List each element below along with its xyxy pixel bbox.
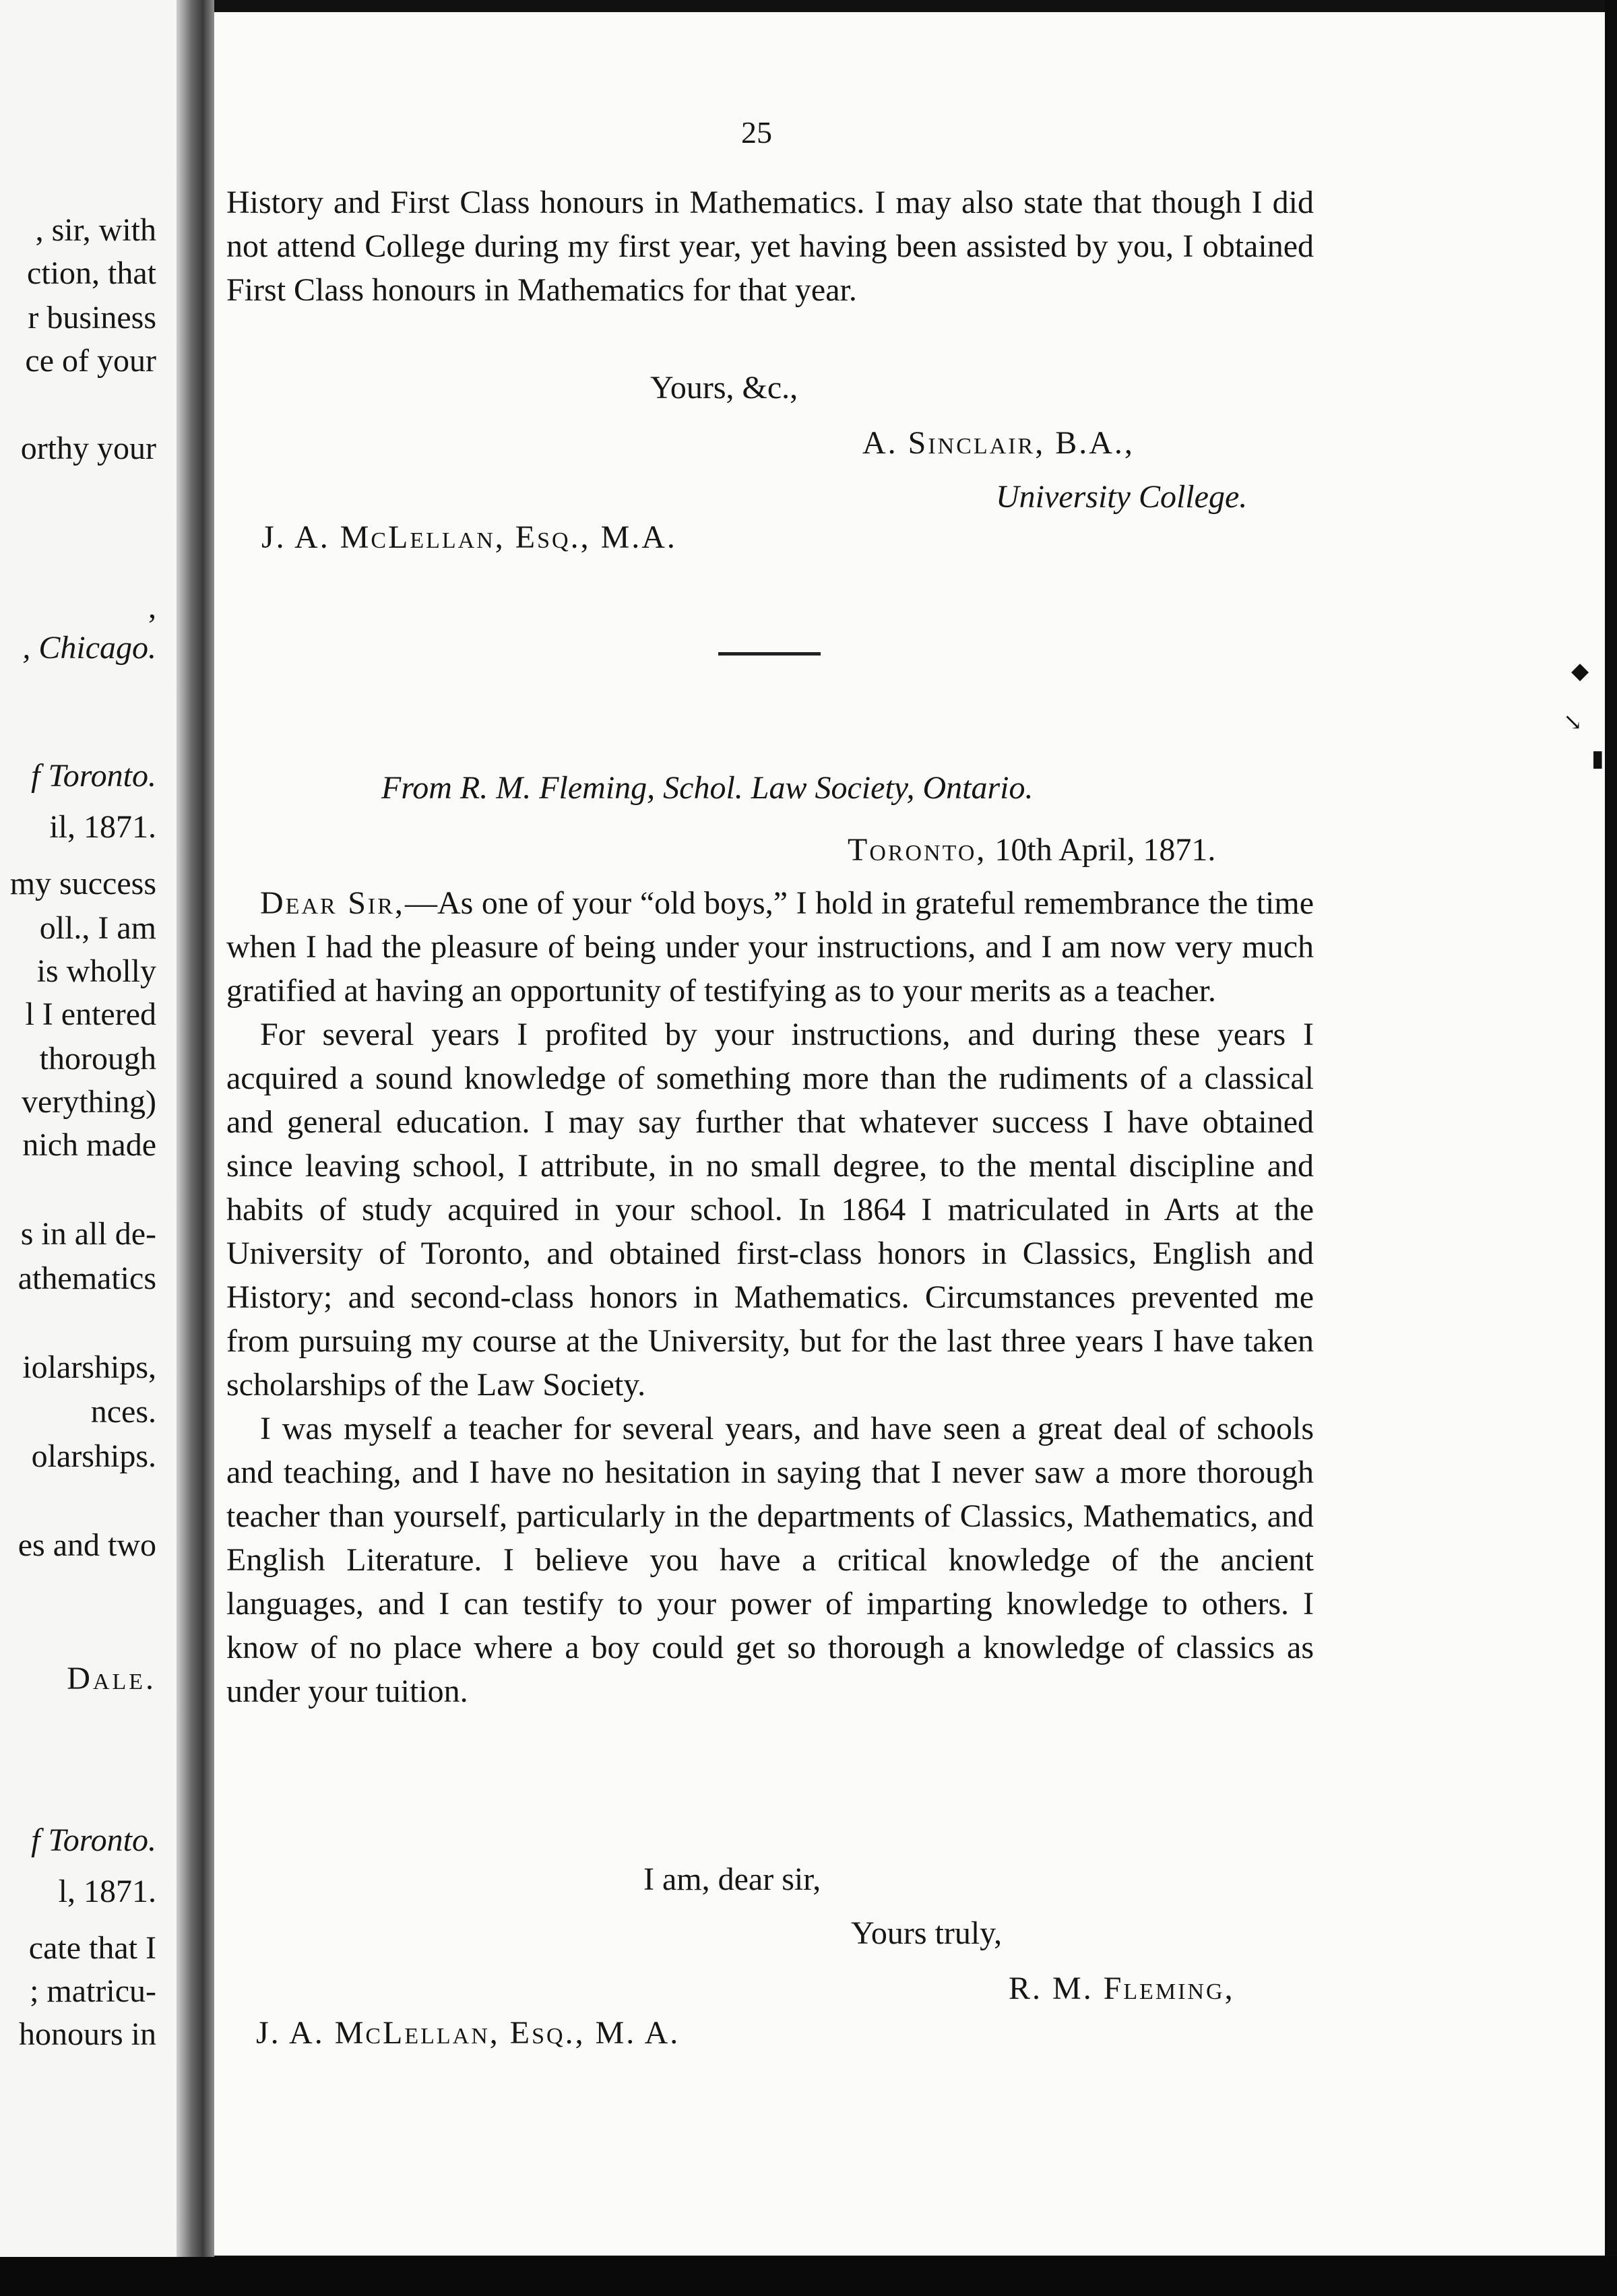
letter2-paragraph-1 <box>226 881 1314 1013</box>
left-page-line: r business <box>28 300 156 336</box>
left-page-line: l, 1871. <box>58 1874 156 1909</box>
letter2-signature: R. M. Fleming, <box>1009 1971 1235 2006</box>
left-page-fragment <box>0 0 177 2257</box>
letter1-body-block <box>226 181 1314 312</box>
left-page-line: nces. <box>90 1394 156 1430</box>
left-page-line: cate that I <box>28 1930 156 1966</box>
left-page-line: thorough <box>39 1041 156 1077</box>
salutation: Dear Sir, <box>260 885 405 921</box>
left-page-line: ction, that <box>27 255 156 291</box>
left-page-line: Dale. <box>67 1661 156 1696</box>
letter2-paragraph-2: For several years I profited by your instructions, and during these years I acquired a sound knowledge of something more than the rudiments of a classical and general education. I may say further that whatever success I have obtained since leaving school, I attribute, in no small degree, to the mental discipline and habits of study acquired in your school. In 1864 I matriculated in Arts at the University of Toronto, and obtained first-class honors in Classics, English and History; and second-class honors in Mathematics. Circumstances prevented me from pursuing my course at the University, but for the last three years I have taken scholarships of the Law Society. <box>226 1017 1314 1403</box>
left-page-line: nich made <box>22 1127 156 1163</box>
letter1-signature-affiliation: University College. <box>996 479 1248 515</box>
left-page-line: ; matricu- <box>30 1973 156 2009</box>
letter2-dateline <box>848 831 1215 868</box>
letter2-closing2: Yours truly, <box>851 1915 1003 1951</box>
dateline-place: Toronto, <box>848 832 987 868</box>
letter2-heading: From R. M. Fleming, Schol. Law Society, Ontario. <box>381 770 1034 806</box>
page-number: 25 <box>741 115 772 150</box>
scan-bottom-edge <box>0 2257 1617 2296</box>
dateline-date: 10th April, 1871. <box>994 832 1216 868</box>
letter1-body: History and First Class honours in Mathematics. I may also state that though I did not attend College during my first year, yet having been assisted by you, I obtained First Class honours in Mathematics for that year. <box>226 185 1314 308</box>
letter2-closing: I am, dear sir, <box>643 1861 821 1897</box>
letter2-paragraph-3: I was myself a teacher for several years, and have seen a great deal of schools and teaching, and I have no hesitation in saying that I never saw a more thorough teacher than yourself, particularly in the departments of Classics, Mathematics, and English Literature. I believe you have a critical knowledge of the ancient languages, and I can testify to your power of imparting knowledge to others. I know of no place where a boy could get so thorough a knowledge of classics as under your tuition. <box>226 1411 1314 1709</box>
left-page-line: oll., I am <box>39 910 156 946</box>
section-divider <box>718 652 821 656</box>
left-page-line: , <box>148 589 156 625</box>
left-page-line: , sir, with <box>35 212 156 248</box>
left-page-line: verything) <box>22 1084 156 1120</box>
left-page-line: es and two <box>18 1527 156 1563</box>
scan-edge <box>1605 0 1617 2296</box>
book-spine <box>177 0 214 2257</box>
margin-mark: ↘ <box>1563 710 1583 735</box>
paragraph-1-text: —As one of your “old boys,” I hold in grateful remembrance the time when I had the pleasure of being under your instructions, and I am now very much gratified at having an opportunity of testifying as to your merits as a teacher. <box>226 885 1314 1009</box>
letter2-body-block <box>226 881 1314 1713</box>
letter1-closing: Yours, &c., <box>650 370 798 406</box>
left-page-line: s in all de- <box>20 1216 156 1252</box>
left-page-line: my success <box>9 866 156 901</box>
left-page-line: olarships. <box>31 1438 156 1474</box>
left-page-line: l I entered <box>25 996 156 1032</box>
left-page-line: athematics <box>18 1261 156 1296</box>
left-page-line: honours in <box>19 2016 156 2052</box>
letter1-addressee: J. A. McLellan, Esq., M.A. <box>261 519 677 555</box>
left-page-line: iolarships, <box>22 1349 156 1385</box>
left-page-line: orthy your <box>20 430 156 466</box>
margin-mark: ◆ <box>1571 659 1589 684</box>
left-page-line: , Chicago. <box>22 630 156 666</box>
left-page-line: ce of your <box>25 343 156 379</box>
left-page-line: f Toronto. <box>31 1822 156 1858</box>
margin-mark: ▮ <box>1591 746 1604 771</box>
letter1-signature-name: A. Sinclair, B.A., <box>862 425 1135 461</box>
left-page-line: il, 1871. <box>49 809 156 845</box>
left-page-line: is wholly <box>36 953 156 989</box>
left-page-line: f Toronto. <box>31 758 156 794</box>
letter2-addressee: J. A. McLellan, Esq., M. A. <box>256 2015 680 2051</box>
